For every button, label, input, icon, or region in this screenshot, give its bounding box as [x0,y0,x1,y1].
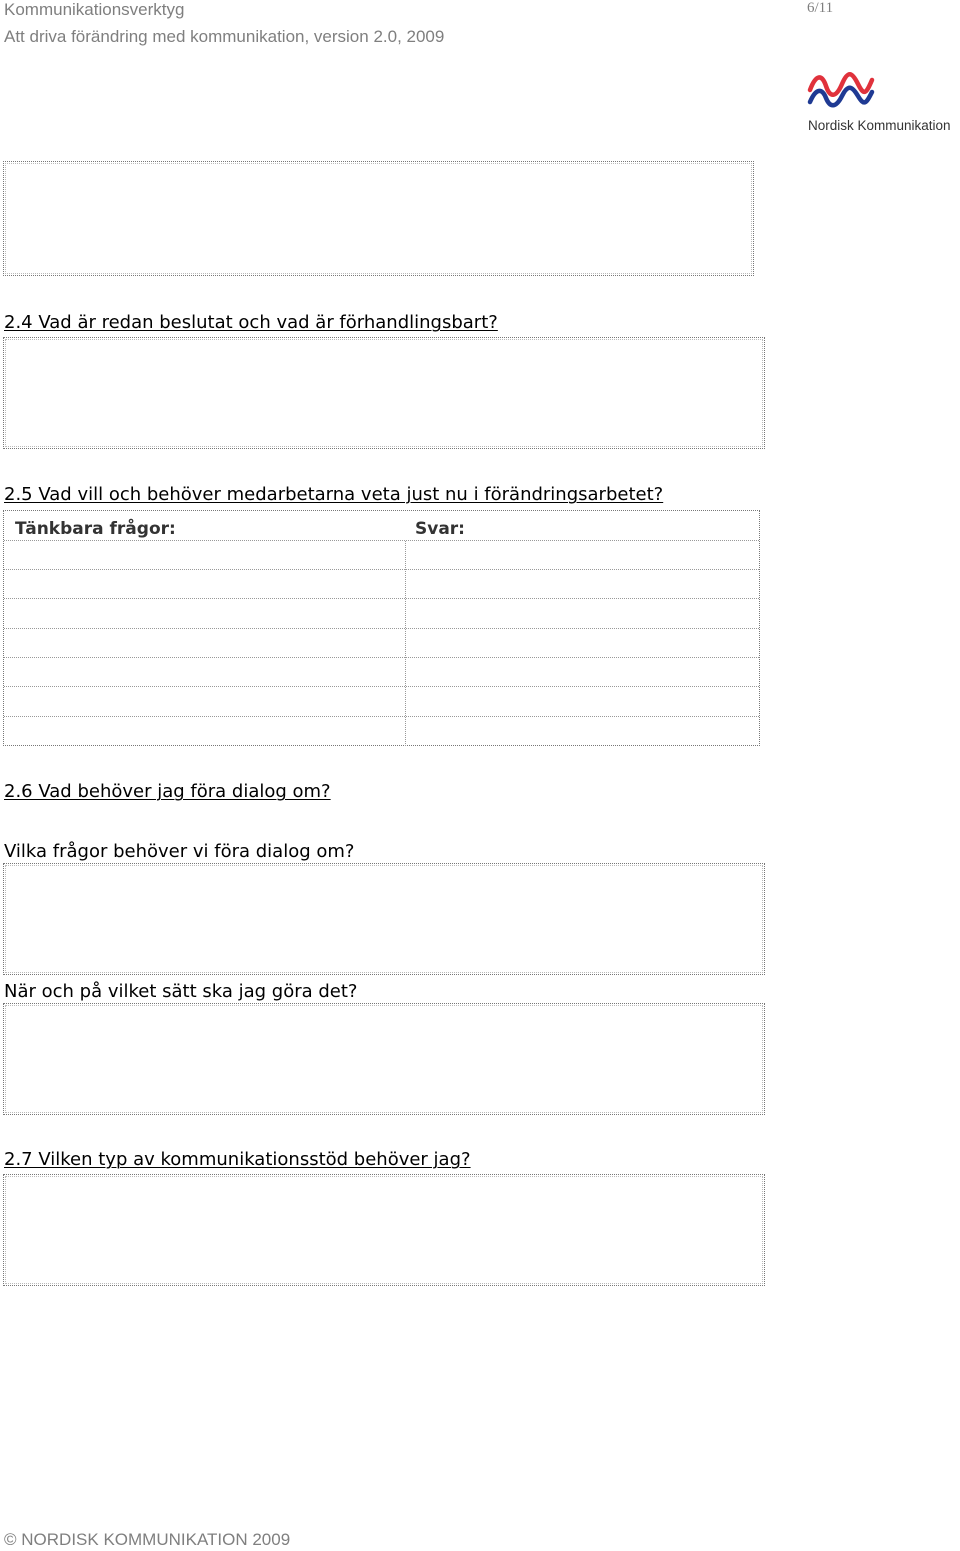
questions-answers-table [3,510,760,746]
table-header-answers: Svar: [415,519,465,539]
nordisk-kommunikation-logo [806,70,960,136]
table-row-line [4,716,759,717]
table-row-line [4,628,759,629]
answer-box-when-how[interactable] [3,1003,765,1115]
page-number: 6/11 [807,0,834,16]
answer-box-dialog-topics[interactable] [3,863,765,975]
header-subtitle: Att driva förändring med kommunikation, version 2.0, 2009 [4,27,445,46]
section-2-4-heading: 2.4 Vad är redan beslutat och vad är förhandlingsbart? [4,312,498,333]
answer-box-top[interactable] [3,161,754,276]
section-2-5-heading: 2.5 Vad vill och behöver medarbetarna veta just nu i förändringsarbetet? [4,484,664,505]
copyright-icon: © [4,1530,17,1549]
answer-box-2-4[interactable] [3,337,765,449]
question-when-how: När och på vilket sätt ska jag göra det? [4,981,358,1002]
table-row-line [4,598,759,599]
table-row-line [4,657,759,658]
section-2-6-heading: 2.6 Vad behöver jag föra dialog om? [4,781,331,802]
table-row-line [4,569,759,570]
header-title: Kommunikationsverktyg [4,0,185,19]
table-header-questions: Tänkbara frågor: [15,519,176,539]
footer [4,1530,290,1550]
table-row-line [4,540,759,541]
wave-logo-icon [806,70,876,110]
section-2-7-heading: 2.7 Vilken typ av kommunikationsstöd behöver jag? [4,1149,471,1170]
table-row-line [4,686,759,687]
logo-text: Nordisk Kommunikation [808,118,951,133]
footer-text: NORDISK KOMMUNIKATION 2009 [21,1530,291,1549]
question-dialog-topics: Vilka frågor behöver vi föra dialog om? [4,841,355,862]
answer-box-2-7[interactable] [3,1174,765,1286]
